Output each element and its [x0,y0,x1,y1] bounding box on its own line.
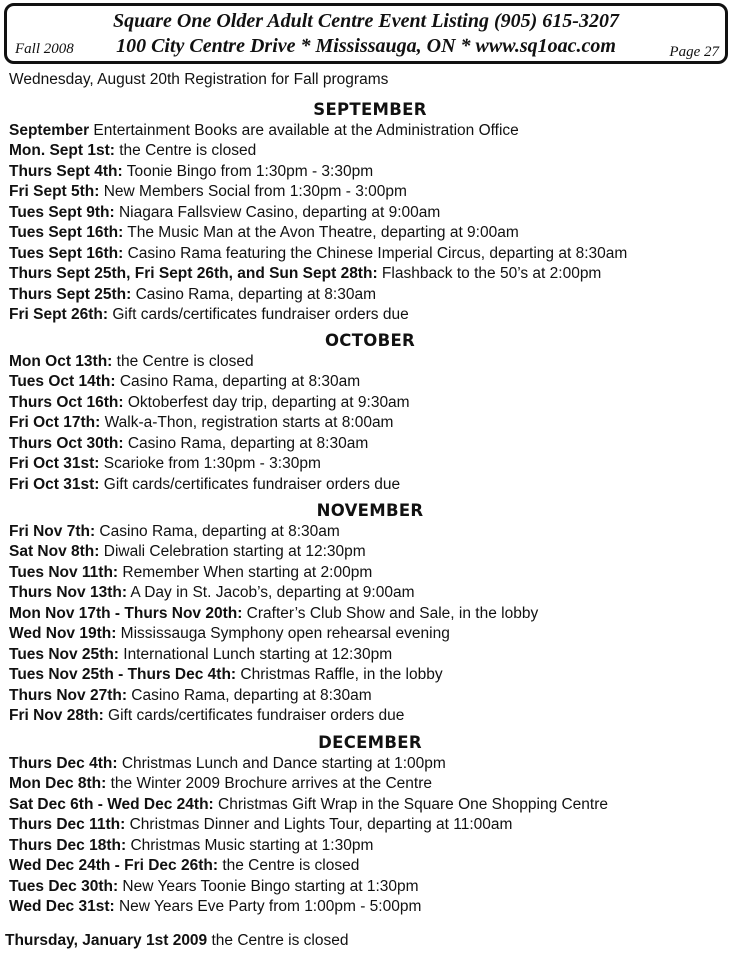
event-item [9,754,446,774]
event-text: Christmas Music starting at 1:30pm [126,837,374,854]
event-item [9,393,410,413]
event-item [9,774,432,794]
event-item [9,121,519,141]
event-item [9,645,392,665]
event-item [9,434,368,454]
event-item [9,604,538,624]
event-text: Entertainment Books are available at the Administration Office [89,122,519,139]
month-heading-december: DECEMBER [318,733,422,752]
event-item [9,624,450,644]
header-page-number: Page 27 [669,44,719,60]
event-item [9,413,393,433]
event-text: the Centre is closed [207,932,349,949]
event-date: Thurs Nov 27th: [9,687,127,704]
event-text: the Centre is closed [114,142,257,159]
event-text: Oktoberfest day trip, departing at 9:30am [123,394,410,411]
event-text: Gift cards/certificates fundraiser orders due [99,476,401,493]
event-text: Casino Rama featuring the Chinese Imperial Circus, departing at 8:30am [123,245,628,262]
event-date: Tues Sept 9th: [9,204,115,221]
registration-notice: Wednesday, August 20th Registration for Fall programs [9,71,389,88]
header-season: Fall 2008 [15,41,74,57]
month-heading-september: SEPTEMBER [313,100,427,119]
event-item [9,454,321,474]
event-date: Sat Dec 6th - Wed Dec 24th: [9,796,214,813]
event-text: Remember When starting at 2:00pm [118,564,373,581]
event-date: Mon. Sept 1st: [9,142,115,159]
event-item [9,815,512,835]
event-item [9,795,608,815]
event-date: Thursday, January 1st 2009 [5,932,208,949]
month-heading-november: NOVEMBER [316,501,424,520]
event-text: International Lunch starting at 12:30pm [118,646,393,663]
event-text: Casino Rama, departing at 8:30am [115,373,361,390]
event-text: Diwali Celebration starting at 12:30pm [99,543,366,560]
event-date: Wed Dec 24th - Fri Dec 26th: [9,857,219,874]
event-date: Wed Nov 19th: [9,625,117,642]
event-item [9,686,372,706]
event-item [9,522,340,542]
event-item [9,182,407,202]
event-date: Thurs Oct 30th: [9,435,124,452]
event-text: Gift cards/certificates fundraiser orders due [103,707,405,724]
event-text: the Winter 2009 Brochure arrives at the Centre [106,775,432,792]
event-date: Tues Sept 16th: [9,224,124,241]
header-title: Square One Older Adult Centre Event Listing (905) 615-3207 [113,10,619,32]
event-text: Casino Rama, departing at 8:30am [123,435,369,452]
event-text: Christmas Dinner and Lights Tour, departing at 11:00am [125,816,513,833]
event-date: Fri Oct 31st: [9,476,100,493]
event-item [9,706,404,726]
event-date: Fri Nov 7th: [9,523,96,540]
event-item [9,856,359,876]
event-text: New Years Eve Party from 1:00pm - 5:00pm [114,898,422,915]
event-text: the Centre is closed [218,857,360,874]
event-date: Fri Oct 17th: [9,414,101,431]
event-item [9,836,373,856]
event-date: Tues Dec 30th: [9,878,119,895]
event-item [9,352,254,372]
event-text: Gift cards/certificates fundraiser orders due [108,306,409,323]
event-date: Wed Dec 31st: [9,898,115,915]
event-item [9,162,373,182]
month-heading-october: OCTOBER [324,331,416,350]
event-item [9,244,627,264]
event-text: A Day in St. Jacob’s, departing at 9:00am [126,584,415,601]
event-item [9,203,440,223]
event-date: Fri Sept 26th: [9,306,109,323]
event-text: Niagara Fallsview Casino, departing at 9:00am [114,204,441,221]
event-date: Fri Nov 28th: [9,707,104,724]
event-date: Fri Sept 5th: [9,183,100,200]
event-date: Thurs Dec 4th: [9,755,118,772]
event-date: Thurs Dec 18th: [9,837,127,854]
event-date: Mon Oct 13th: [9,353,113,370]
event-date: Tues Nov 25th: [9,646,119,663]
event-text: Walk-a-Thon, registration starts at 8:00am [100,414,394,431]
event-text: Crafter’s Club Show and Sale, in the lobby [242,605,539,622]
event-item [9,583,414,603]
event-text: New Years Toonie Bingo starting at 1:30pm [118,878,419,895]
event-text: Scarioke from 1:30pm - 3:30pm [99,455,321,472]
event-item [9,223,519,243]
event-date: Thurs Sept 4th: [9,163,123,180]
event-text: Christmas Raffle, in the lobby [236,666,443,683]
event-date: Thurs Sept 25th: [9,286,132,303]
event-date: September [9,122,90,139]
event-text: Casino Rama, departing at 8:30am [131,286,376,303]
event-text: The Music Man at the Avon Theatre, departing at 9:00am [123,224,519,241]
event-date: Thurs Oct 16th: [9,394,124,411]
event-date: Fri Oct 31st: [9,455,100,472]
event-date: Tues Nov 25th - Thurs Dec 4th: [9,666,237,683]
event-item [9,285,376,305]
event-date: Thurs Dec 11th: [9,816,126,833]
event-date: Mon Dec 8th: [9,775,107,792]
event-item [9,665,443,685]
event-text: Christmas Gift Wrap in the Square One Shopping Centre [213,796,609,813]
event-date: Thurs Nov 13th: [9,584,127,601]
event-text: Toonie Bingo from 1:30pm - 3:30pm [122,163,374,180]
closing-notice [5,931,348,951]
event-date: Tues Nov 11th: [9,564,119,581]
event-item [9,475,400,495]
event-text: the Centre is closed [112,353,254,370]
event-date: Mon Nov 17th - Thurs Nov 20th: [9,605,243,622]
event-text: Casino Rama, departing at 8:30am [126,687,372,704]
event-text: Flashback to the 50’s at 2:00pm [377,265,602,282]
event-item [9,372,360,392]
event-item [9,563,372,583]
event-date: Sat Nov 8th: [9,543,100,560]
event-date: Thurs Sept 25th, Fri Sept 26th, and Sun Sept 28th: [9,265,378,282]
event-item [9,141,256,161]
header-address: 100 City Centre Drive * Mississauga, ON * www.sq1oac.com [116,35,616,57]
event-date: Tues Oct 14th: [9,373,116,390]
event-item [9,542,366,562]
event-text: Christmas Lunch and Dance starting at 1:00pm [117,755,446,772]
event-date: Tues Sept 16th: [9,245,124,262]
event-item [9,877,419,897]
event-text: Mississauga Symphony open rehearsal evening [116,625,450,642]
event-item [9,305,409,325]
event-text: Casino Rama, departing at 8:30am [95,523,340,540]
event-item [9,897,421,917]
event-text: New Members Social from 1:30pm - 3:00pm [99,183,407,200]
event-item [9,264,601,284]
page-header [4,3,728,64]
